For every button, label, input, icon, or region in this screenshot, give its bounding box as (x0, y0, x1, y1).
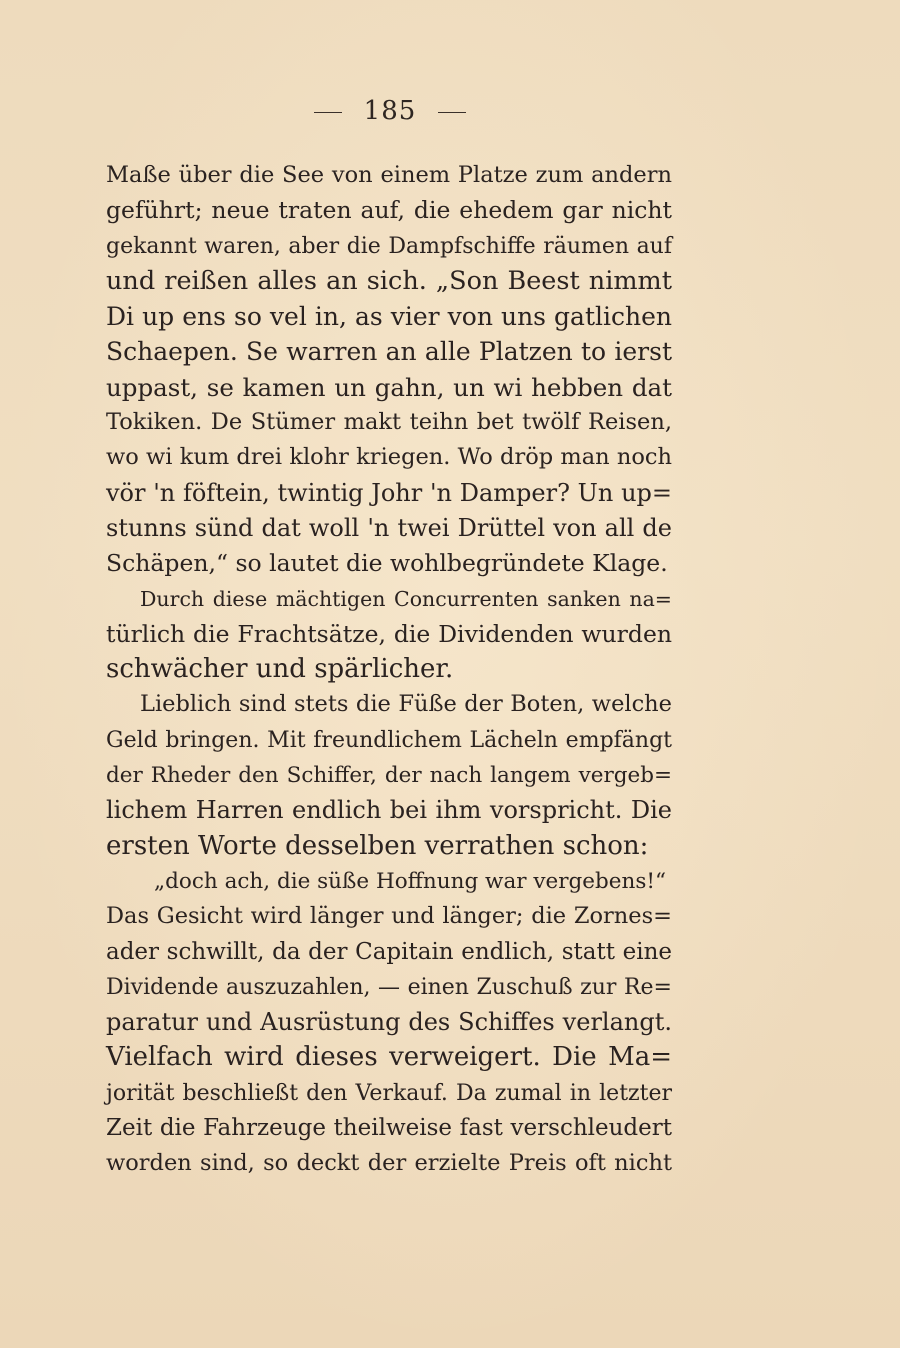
text-line: Schaepen. Se warren an alle Platzen to ierst (106, 337, 672, 367)
text-line: Tokiken. De Stümer makt teihn bet twölf Reisen, (106, 409, 672, 436)
text-line: schwächer und spärlicher. (106, 654, 454, 685)
text-line: ader schwillt, da der Capitain endlich, statt eine (106, 938, 672, 965)
text-line: wo wi kum drei klohr kriegen. Wo dröp man noch (106, 444, 672, 471)
page-number: 185 (363, 96, 417, 126)
text-line: Dividende auszuzahlen, — einen Zuschuß zur Re= (106, 974, 672, 1000)
text-line: stunns sünd dat woll 'n twei Drüttel von all de (106, 513, 672, 542)
text-line: Maße über die See von einem Platze zum andern (106, 162, 672, 188)
text-line: türlich die Frachtsätze, die Dividenden wurden (106, 619, 672, 648)
text-line: geführt; neue traten auf, die ehedem gar nicht (106, 196, 672, 225)
text-line: Geld bringen. Mit freundlichem Lächeln empfängt (106, 727, 672, 753)
text-line: ersten Worte desselben verrathen schon: (106, 830, 649, 861)
left-dash (314, 112, 342, 113)
text-line: Vielfach wird dieses verweigert. Die Ma= (106, 1042, 672, 1073)
text-line: und reißen alles an sich. „Son Beest nimmt (106, 265, 672, 296)
text-line: der Rheder den Schiffer, der nach langem vergeb= (106, 763, 672, 789)
text-line: vör 'n föftein, twintig Johr 'n Damper? Un up= (106, 478, 672, 507)
text-line: worden sind, so deckt der erzielte Preis oft nicht (106, 1150, 672, 1177)
quote-line: „doch ach, die süße Hoffnung war vergebens!“ (154, 868, 667, 894)
text-line: Di up ens so vel in, as vier von uns gatlichen (106, 302, 672, 332)
text-line: Durch diese mächtigen Concurrenten sanken na= (140, 586, 672, 611)
text-line: Das Gesicht wird länger und länger; die Zornes= (106, 903, 672, 930)
text-line: paratur und Ausrüstung des Schiffes verlangt. (106, 1008, 672, 1037)
page-header (0, 96, 780, 126)
text-line: Schäpen,“ so lautet die wohlbegründete Klage. (106, 549, 668, 578)
text-line: lichem Harren endlich bei ihm vorspricht. Die (106, 796, 672, 825)
text-line: gekannt waren, aber die Dampfschiffe räumen auf (106, 233, 672, 259)
body-text (106, 158, 672, 1182)
text-line: uppast, se kamen un gahn, un wi hebben dat (106, 372, 672, 402)
text-line: Lieblich sind stets die Füße der Boten, welche (140, 691, 672, 718)
text-line: Zeit die Fahrzeuge theilweise fast verschleudert (106, 1115, 672, 1142)
right-dash (438, 112, 466, 113)
text-line: jorität beschließt den Verkauf. Da zumal in letzter (106, 1080, 672, 1106)
